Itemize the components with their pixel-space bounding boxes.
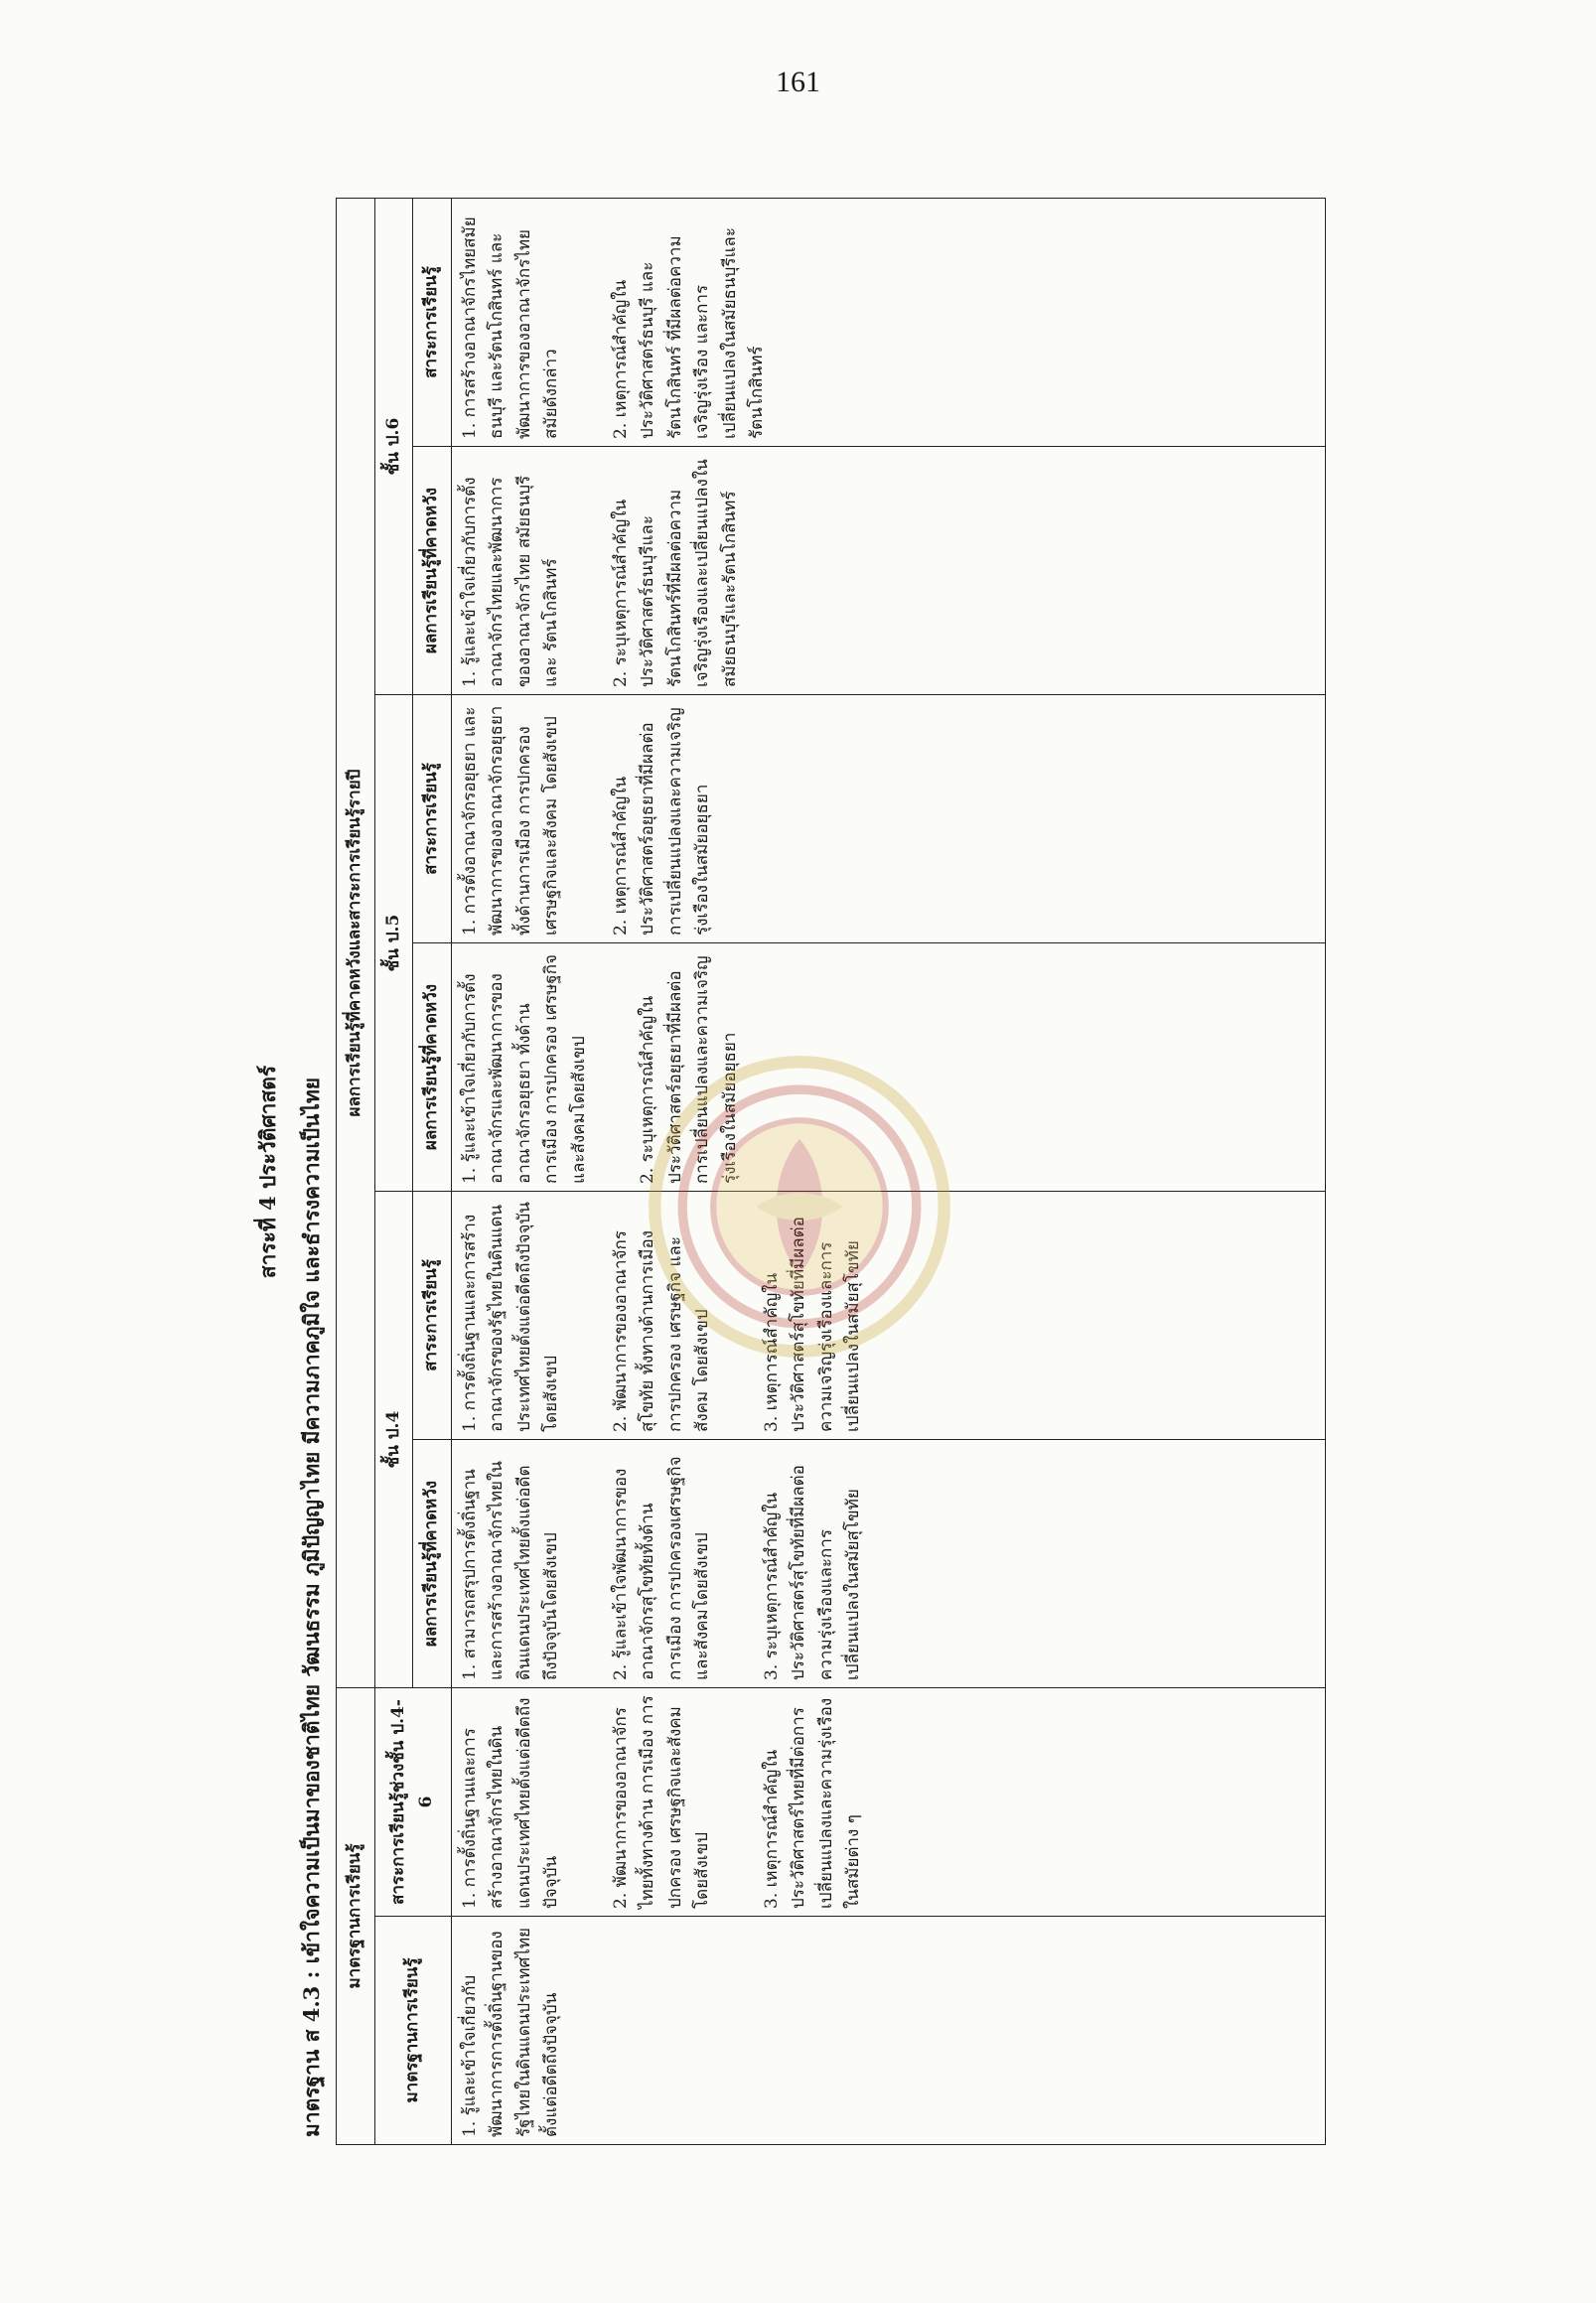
g6-content-cell bbox=[451, 199, 1325, 447]
g4-outcome-cell bbox=[451, 1440, 1325, 1688]
header-row-1 bbox=[337, 199, 375, 2145]
g4-content-cell bbox=[451, 1192, 1325, 1440]
g5-content-item: 2. เหตุการณ์สำคัญในประวัติศาสตร์อยุธยาที่มีผลต่อการเปลี่ยนแปลงและความเจริญรุ่งเรืองในสมัยอยุธยา bbox=[610, 707, 713, 936]
core-item: 2. พัฒนาการของอาณาจักรไทยทั้งทางด้าน การเมือง การปกครอง เศรษฐกิจและสังคม โดยสังเขป bbox=[610, 1695, 713, 1909]
g5-content-item: 1. การตั้งอาณาจักรอยุธยา และพัฒนาการของอาณาจักรอยุธยาทั้งด้านการเมือง การปกครอง เศรษฐกิจและสังคม โดยสังเขป bbox=[459, 705, 562, 936]
g4-outcome-item: 1. สามารถสรุปการตั้งถิ่นฐานและการสร้างอาณาจักรไทยในดินแดนประเทศไทยตั้งแต่อดีตถึงปัจจุบันโดยสังเขป bbox=[459, 1461, 562, 1680]
header-grade4: ชั้น ป.4 bbox=[374, 1192, 413, 1688]
core-item: 3. เหตุการณ์สำคัญในประวัติศาสตร์ไทยที่มีต่อการเปลี่ยนแปลงและความรุ่งเรืองในสมัยต่าง ๆ bbox=[761, 1697, 864, 1909]
g6-content-item: 2. เหตุการณ์สำคัญในประวัติศาสตร์ธนบุรี และรัตนโกสินทร์ ที่มีผลต่อความเจริญรุ่งเรือง และการเปลี่ยนแปลงในสมัยธนบุรีและรัตนโกสินทร์ bbox=[610, 227, 768, 439]
std-text: 1. รู้และเข้าใจเกี่ยวกับพัฒนาการการตั้งถิ่นฐานของรัฐไทยในดินแดนประเทศไทยตั้งแต่อดีตถึงปัจจุบัน bbox=[459, 1927, 562, 2137]
g5-content-cell bbox=[451, 695, 1325, 943]
header-group-right: ผลการเรียนรู้ที่คาดหวังและสาระการเรียนรู้รายปี bbox=[337, 199, 375, 1688]
header-grade5: ชั้น ป.5 bbox=[374, 695, 413, 1192]
core-item: 1. การตั้งถิ่นฐานและการสร้างอาณาจักรไทยในดินแดนประเทศไทยตั้งแต่อดีตถึงปัจจุบัน bbox=[459, 1697, 562, 1909]
g6-content-item: 1. การสร้างอาณาจักรไทยสมัยธนบุรี และรัตนโกสินทร์ และพัฒนาการของอาณาจักรไทย สมัยดังกล่าว bbox=[459, 216, 562, 439]
g4-content-item: 2. พัฒนาการของอาณาจักรสุโขทัย ทั้งทางด้านการเมือง การปกครอง เศรษฐกิจ และสังคม โดยสังเขป bbox=[610, 1230, 713, 1432]
header-std-col: มาตรฐานการเรียนรู้ bbox=[374, 1917, 451, 2145]
g6-outcome-item: 2. ระบุเหตุการณ์สำคัญในประวัติศาสตร์ธนบุรีและรัตนโกสินทร์ที่มีผลต่อความเจริญรุ่งเรืองและเปลี่ยนแปลงในสมัยธนบุรีและรัตนโกสินทร์ bbox=[610, 459, 740, 687]
rotated-curriculum-table bbox=[248, 199, 1380, 2145]
g6-outcome-item: 1. รู้และเข้าใจเกี่ยวกับการตั้งอาณาจักรไทยและพัฒนาการของอาณาจักรไทย สมัยธนบุรีและ รัตนโกสินทร์ bbox=[459, 475, 562, 687]
header-g4-outcome: ผลการเรียนรู้ที่คาดหวัง bbox=[413, 1440, 452, 1688]
core-cell bbox=[451, 1688, 1325, 1917]
page-number: 161 bbox=[776, 66, 820, 98]
header-g6-outcome: ผลการเรียนรู้ที่คาดหวัง bbox=[413, 447, 452, 695]
header-g6-content: สาระการเรียนรู้ bbox=[413, 199, 452, 447]
g5-outcome-item: 1. รู้และเข้าใจเกี่ยวกับการตั้งอาณาจักรและพัฒนาการของอาณาจักรอยุธยา ทั้งด้านการเมือง การปกครอง เศรษฐกิจและสังคมโดยสังเขป bbox=[459, 954, 589, 1184]
g4-outcome-item: 3. ระบุเหตุการณ์สำคัญในประวัติศาสตร์สุโขทัยที่มีผลต่อความรุ่งเรืองและการเปลี่ยนแปลงในสมัยสุโขทัย bbox=[761, 1465, 864, 1680]
g4-content-item: 1. การตั้งถิ่นฐานและการสร้างอาณาจักรของรัฐไทยในดินแดนประเทศไทยตั้งแต่อดีตถึงปัจจุบันโดยสังเขป bbox=[459, 1202, 562, 1432]
g5-outcome-cell bbox=[451, 943, 1325, 1192]
header-group-left: มาตรฐานการเรียนรู้ bbox=[337, 1688, 375, 2145]
header-g4-content: สาระการเรียนรู้ bbox=[413, 1192, 452, 1440]
header-g5-outcome: ผลการเรียนรู้ที่คาดหวัง bbox=[413, 943, 452, 1192]
body-row bbox=[451, 199, 1325, 2145]
g5-outcome-item: 2. ระบุเหตุการณ์สำคัญในประวัติศาสตร์อยุธยาที่มีผลต่อการเปลี่ยนแปลงและความเจริญรุ่งเรืองในสมัยอยุธยา bbox=[638, 955, 740, 1184]
g4-outcome-item: 2. รู้และเข้าใจพัฒนาการของอาณาจักรสุโขทัยทั้งด้านการเมือง การปกครองเศรษฐกิจ และสังคมโดยสังเขป bbox=[610, 1456, 713, 1680]
curriculum-table bbox=[336, 198, 1326, 2145]
header-row-2 bbox=[374, 199, 413, 2145]
standard-title: มาตรฐาน ส 4.3 : เข้าใจความเป็นมาของชาติไทย วัฒนธรรม ภูมิปัญญาไทย มีความภาคภูมิใจ และธำรงความเป็นไทย bbox=[299, 1077, 324, 2137]
g6-outcome-cell bbox=[451, 447, 1325, 695]
header-grade6: ชั้น ป.6 bbox=[374, 199, 413, 695]
unit-title: สาระที่ 4 ประวัติศาสตร์ bbox=[255, 1065, 280, 1279]
header-g5-content: สาระการเรียนรู้ bbox=[413, 695, 452, 943]
header-core-col: สาระการเรียนรู้ช่วงชั้น ป.4-6 bbox=[374, 1688, 451, 1917]
std-cell bbox=[451, 1917, 1325, 2145]
g4-content-item: 3. เหตุการณ์สำคัญในประวัติศาสตร์สุโขทัยที่มีผลต่อความเจริญรุ่งเรืองและการเปลี่ยนแปลงในสมัยสุโขทัย bbox=[761, 1217, 864, 1432]
